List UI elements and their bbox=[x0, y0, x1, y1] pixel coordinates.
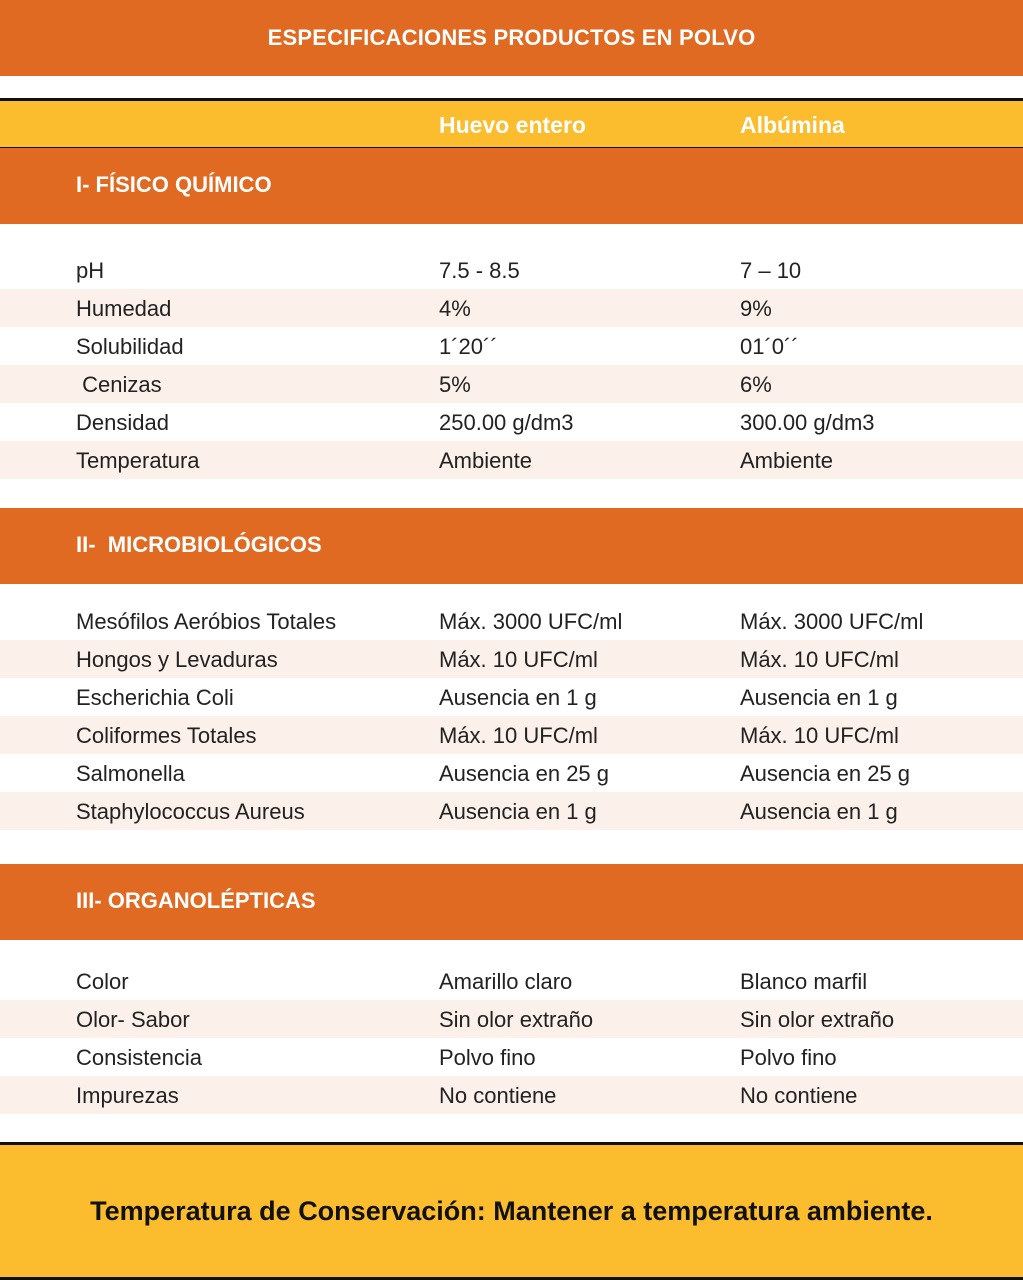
row-value-albumina: No contiene bbox=[740, 1083, 858, 1108]
table-row bbox=[0, 1038, 1023, 1076]
table-row bbox=[0, 640, 1023, 678]
row-value-albumina: Ausencia en 1 g bbox=[740, 685, 898, 710]
row-label: Staphylococcus Aureus bbox=[76, 799, 305, 824]
row-label: Mesófilos Aeróbios Totales bbox=[76, 609, 337, 634]
row-label: Densidad bbox=[76, 410, 169, 435]
row-value-albumina: Ausencia en 1 g bbox=[740, 799, 898, 824]
table-row bbox=[0, 1076, 1023, 1114]
section-title: II- MICROBIOLÓGICOS bbox=[76, 532, 322, 557]
row-value-albumina: 7 – 10 bbox=[740, 258, 802, 283]
row-label: Solubilidad bbox=[76, 334, 184, 359]
row-label: Cenizas bbox=[76, 372, 162, 397]
row-value-huevo: Sin olor extraño bbox=[439, 1007, 594, 1032]
row-value-huevo: Polvo fino bbox=[439, 1045, 536, 1070]
row-value-albumina: Ambiente bbox=[740, 448, 833, 473]
table-row bbox=[0, 403, 1023, 441]
row-label: Hongos y Levaduras bbox=[76, 647, 278, 672]
row-label: Escherichia Coli bbox=[76, 685, 234, 710]
row-value-albumina: Polvo fino bbox=[740, 1045, 837, 1070]
row-label: Consistencia bbox=[76, 1045, 202, 1070]
row-value-albumina: 9% bbox=[740, 296, 772, 321]
column-header-albumina: Albúmina bbox=[740, 112, 845, 138]
section-header-organolepticas bbox=[0, 864, 1023, 940]
footer-conservation-note bbox=[0, 1142, 1023, 1280]
table-row bbox=[0, 678, 1023, 716]
row-value-albumina: 6% bbox=[740, 372, 772, 397]
row-value-albumina: Máx. 10 UFC/ml bbox=[740, 647, 899, 672]
row-value-huevo: 7.5 - 8.5 bbox=[439, 258, 520, 283]
row-value-huevo: Amarillo claro bbox=[439, 969, 573, 994]
row-value-albumina: Blanco marfil bbox=[740, 969, 868, 994]
row-value-huevo: Máx. 10 UFC/ml bbox=[439, 647, 598, 672]
row-value-albumina: 300.00 g/dm3 bbox=[740, 410, 875, 435]
row-value-huevo: Ausencia en 25 g bbox=[439, 761, 610, 786]
row-value-albumina: Máx. 3000 UFC/ml bbox=[740, 609, 924, 634]
page-title-text: ESPECIFICACIONES PRODUCTOS EN POLVO bbox=[267, 25, 756, 50]
row-value-huevo: Máx. 10 UFC/ml bbox=[439, 723, 598, 748]
page-title bbox=[0, 0, 1023, 76]
table-row bbox=[0, 716, 1023, 754]
row-value-huevo: 250.00 g/dm3 bbox=[439, 410, 574, 435]
row-value-albumina: Ausencia en 25 g bbox=[740, 761, 911, 786]
table-row bbox=[0, 289, 1023, 327]
row-value-huevo: No contiene bbox=[439, 1083, 557, 1108]
row-label: Color bbox=[76, 969, 129, 994]
row-label: Impurezas bbox=[76, 1083, 179, 1108]
row-label: Olor- Sabor bbox=[76, 1007, 190, 1032]
table-row bbox=[0, 1000, 1023, 1038]
table-row bbox=[0, 441, 1023, 479]
row-value-huevo: Máx. 3000 UFC/ml bbox=[439, 609, 623, 634]
row-value-huevo: 5% bbox=[439, 372, 471, 397]
table-row bbox=[0, 251, 1023, 289]
row-value-huevo: Ambiente bbox=[439, 448, 532, 473]
footer-text: Temperatura de Conservación: Mantener a temperatura ambiente. bbox=[90, 1195, 933, 1226]
table-row bbox=[0, 602, 1023, 640]
row-value-albumina: Máx. 10 UFC/ml bbox=[740, 723, 899, 748]
table-row bbox=[0, 327, 1023, 365]
row-value-albumina: 01´0´´ bbox=[740, 334, 799, 359]
section-title: III- ORGANOLÉPTICAS bbox=[76, 888, 316, 913]
table-row bbox=[0, 962, 1023, 1000]
row-label: pH bbox=[76, 258, 105, 283]
section-title: I- FÍSICO QUÍMICO bbox=[76, 172, 272, 197]
row-value-albumina: Sin olor extraño bbox=[740, 1007, 895, 1032]
row-label: Temperatura bbox=[76, 448, 200, 473]
row-label: Coliformes Totales bbox=[76, 723, 257, 748]
section-header-microbiologicos bbox=[0, 508, 1023, 584]
row-value-huevo: Ausencia en 1 g bbox=[439, 799, 597, 824]
table-row bbox=[0, 365, 1023, 403]
table-row bbox=[0, 792, 1023, 830]
row-value-huevo: 4% bbox=[439, 296, 471, 321]
section-header-fisico-quimico bbox=[0, 148, 1023, 224]
row-value-huevo: Ausencia en 1 g bbox=[439, 685, 597, 710]
row-label: Salmonella bbox=[76, 761, 185, 786]
table-row bbox=[0, 754, 1023, 792]
column-header-bar bbox=[0, 98, 1023, 150]
row-label: Humedad bbox=[76, 296, 172, 321]
column-header-huevo-entero: Huevo entero bbox=[439, 112, 586, 138]
row-value-huevo: 1´20´´ bbox=[439, 334, 498, 359]
